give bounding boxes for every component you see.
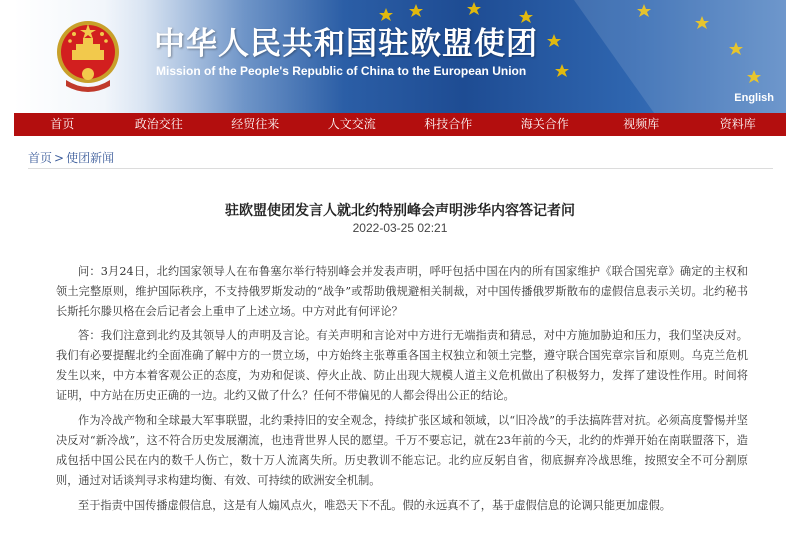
- breadcrumb-home-link[interactable]: 首页: [28, 151, 53, 165]
- breadcrumb-current-link[interactable]: 使团新闻: [66, 151, 115, 165]
- breadcrumb: [28, 149, 114, 166]
- nav-item-culture[interactable]: 人文交流: [327, 117, 376, 131]
- nav-item-archive[interactable]: 资料库: [719, 117, 756, 131]
- article-title: 驻欧盟使团发言人就北约特别峰会声明涉华内容答记者问: [225, 203, 575, 219]
- nav-item-home[interactable]: 首页: [50, 117, 75, 131]
- nav-item-customs[interactable]: 海关合作: [520, 117, 569, 131]
- site-title-english: Mission of the People's Republic of China to the European Union: [156, 64, 527, 78]
- nav-item-science[interactable]: 科技合作: [424, 117, 473, 131]
- nav-item-video[interactable]: 视频库: [623, 117, 660, 131]
- english-language-link[interactable]: English: [734, 92, 774, 104]
- site-title-chinese: 中华人民共和国驻欧盟使团: [154, 26, 538, 62]
- divider: [28, 168, 773, 169]
- article-paragraph: 问：3月24日，北约国家领导人在布鲁塞尔举行特别峰会并发表声明，呼吁包括中国在内的所有国家维护《联合国宪章》确定的主权和领土完整原则，维护国际秩序，不支持俄罗斯发动的“战争”或帮助俄规避相关制裁，对中国传播俄罗斯散布的虚假信息表示关切。北约秘书长斯托尔滕贝格在会后记者会上重申了上述立场。中方对此有何评论？: [56, 265, 748, 318]
- article-paragraph: 至于指责中国传播虚假信息，这是有人煽风点火，唯恐天下不乱。假的永远真不了，基于虚假信息的论调只能更加虚假。: [78, 499, 671, 512]
- header-banner: [14, 0, 786, 113]
- national-emblem-icon: [52, 14, 124, 96]
- nav-item-political[interactable]: 政治交往: [134, 117, 183, 131]
- main-nav: [14, 113, 786, 136]
- article-paragraph: 答：我们注意到北约及其领导人的声明及言论。有关声明和言论对中方进行无端指责和猜忌，对中方施加胁迫和压力，我们坚决反对。我们有必要提醒北约全面准确了解中方的一贯立场，中方始终主张尊重各国主权独立和领土完整，遵守联合国宪章宗旨和原则。乌克兰危机发生以来，中方本着客观公正的态度，为劝和促谈、停火止战、防止出现大规模人道主义危机做出了积极努力，发挥了建设性作用。时间将证明，中方站在历史正确的一边。北约又做了什么？任何不带偏见的人都会得出公正的结论。: [56, 329, 748, 402]
- nav-item-trade[interactable]: 经贸往来: [231, 117, 280, 131]
- breadcrumb-separator: >: [54, 151, 65, 165]
- article-paragraph: 作为冷战产物和全球最大军事联盟，北约秉持旧的安全观念，持续扩张区域和领域，以“旧冷战”的手法搞阵营对抗。必须高度警惕并坚决反对“新冷战”，这不符合历史发展潮流，也违背世界人民的愿望。千万不要忘记，就在23年前的今天，北约的炸弹开始在南联盟落下，造成包括中国公民在内的数千人伤亡，数十万人流离失所。历史教训不能忘记。北约应反躬自省，彻底摒弃冷战思维，按照安全不可分割原则，通过对话谈判寻求构建均衡、有效、可持续的欧洲安全机制。: [56, 414, 748, 487]
- article-date: 2022-03-25 02:21: [352, 221, 448, 235]
